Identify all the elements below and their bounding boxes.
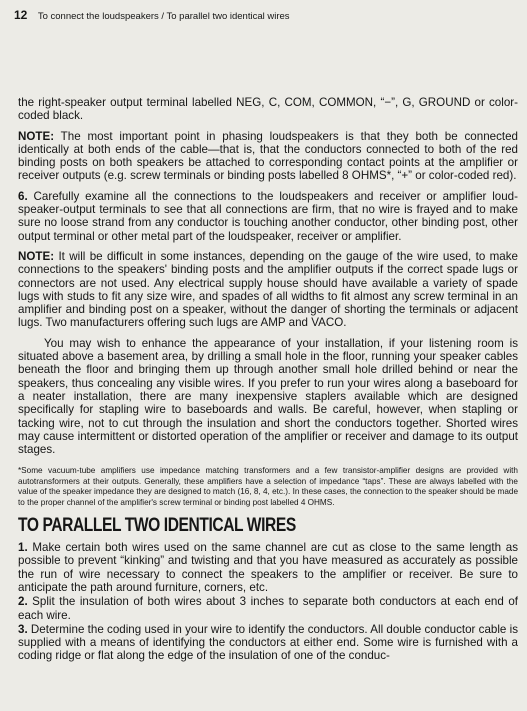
step-6 [18, 190, 518, 243]
step-number: 6. [18, 189, 28, 203]
paragraph-terminal-labels [18, 96, 518, 123]
paragraph-text: You may wish to enhance the appearance of your installation, if your listening room is situated above a basement area, by drilling a small hole in the floor, running your speaker cables beneath the floor and bringing them up through another small hole drilled behind or near the speakers, thus concealing any visible wires. If you prefer to run your wires along a baseboard for a neater installation, there are many inexpensive staplers available which are designed specifically for stapling wire to baseboards and walls. Be careful, however, when stapling or tacking wire, not to cut through the insulation and short the conductors together. Shorted wires may cause intermittent or distorted operation of the amplifier or receiver and damage to its output stages. [18, 336, 518, 457]
running-title: To connect the loudspeakers / To parallel two identical wires [37, 11, 290, 22]
note-label: NOTE: [18, 129, 55, 143]
step-2 [18, 595, 518, 622]
body-text [18, 96, 518, 664]
step-number: 1. [18, 541, 28, 555]
paragraph-concealing-wires [18, 337, 518, 457]
note-label: NOTE: [18, 249, 55, 263]
running-header [14, 8, 290, 22]
note-spade-lugs [18, 250, 518, 330]
step-text: Determine the coding used in your wire to identify the conductors. All double conductor cable is supplied with a means of identifying the conductors at either end. Some wire is furnished with a coding ridge or flat along the edge of the insulation of one of the conduc- [18, 622, 518, 663]
paragraph-text: the right-speaker output terminal labelled NEG, C, COM, COMMON, “−”, G, GROUND or color-coded black. [18, 96, 518, 123]
footnote: *Some vacuum-tube amplifiers use impedance matching transformers and a few transistor-amplifier designs are provided with autotransformers at their outputs. Generally, these amplifiers have a selection of impedance “taps”. These are always labelled with the value of the speaker impedance they are designed to match (16, 8, 4, etc.). In these cases, the connection to the speaker should be made to the proper channel of the amplifier's screw terminal or binding post labelled 4 OHMS. [18, 466, 518, 507]
step-3 [18, 623, 518, 663]
step-1 [18, 541, 518, 594]
step-text: Split the insulation of both wires about 3 inches to separate both conductors at each end of each wire. [18, 595, 518, 622]
step-list [18, 541, 518, 663]
note-text: It will be difficult in some instances, depending on the gauge of the wire used, to make connections to the speakers' binding posts and the amplifier outputs if the correct spade lugs or connectors are not used. Any electrical supply house should have available a variety of spade lugs with studs to fit any size wire, and spades of all widths to fit almost any screw terminal in an amplifier and binding post on a speaker, without the danger of shorting the terminals or adjacent lugs. Two manufacturers offering such lugs are AMP and VACO. [18, 249, 518, 330]
step-number: 3. [18, 622, 28, 636]
note-phasing [18, 130, 518, 183]
step-text: Make certain both wires used on the same channel are cut as close to the same length as possible to prevent “kinking” and twisting and that you have measured as accurately as possible the run of wire necessary to connect the speakers to the amplifier or receiver. Be sure to anticipate the path around furniture, corners, etc. [18, 541, 518, 594]
note-text: The most important point in phasing loudspeakers is that they both be connected identically at both ends of the cable—that is, that the conductors connected to both of the red binding posts on both speakers be attached to corresponding contact points at the amplifier or receiver outputs (e.g. screw terminals or binding posts labelled 8 OHMS*, “+” or color-coded red). [18, 129, 518, 183]
step-text: Carefully examine all the connections to the loudspeakers and receiver or amplifier loud-speaker-output terminals to see that all connections are firm, that no wire is frayed and to make sure no loose strand from any conductor is touching another conductor, other binding post, other output terminal or other metal part of the loudspeaker, receiver or amplifier. [18, 189, 518, 243]
page-number: 12 [14, 8, 28, 22]
section-heading: TO PARALLEL TWO IDENTICAL WIRES [18, 515, 296, 537]
step-number: 2. [18, 595, 28, 609]
